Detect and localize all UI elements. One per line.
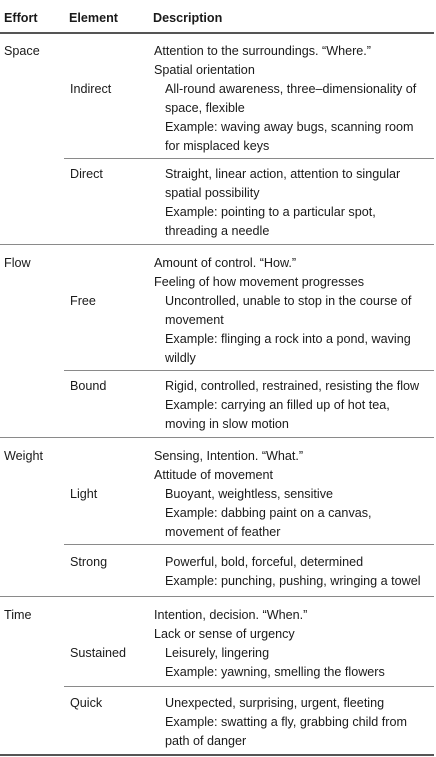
element-desc-line: Rigid, controlled, restrained, resisting the flow bbox=[165, 379, 420, 393]
header-rule bbox=[0, 32, 434, 34]
element-label: Light bbox=[70, 487, 98, 501]
element-desc-line: Example: waving away bugs, scanning room bbox=[165, 120, 414, 134]
element-desc-line: wildly bbox=[165, 351, 196, 365]
element-desc-line: Example: pointing to a particular spot, bbox=[165, 205, 376, 219]
effort-intro-line: Intention, decision. “When.” bbox=[154, 608, 308, 622]
element-label: Quick bbox=[70, 696, 103, 710]
element-label: Direct bbox=[70, 167, 103, 181]
element-rule bbox=[64, 544, 434, 545]
effort-intro-line: Spatial orientation bbox=[154, 63, 255, 77]
effort-label: Flow bbox=[4, 256, 31, 270]
effort-intro-line: Attitude of movement bbox=[154, 468, 274, 482]
element-rule bbox=[64, 686, 434, 687]
effort-intro-line: Sensing, Intention. “What.” bbox=[154, 449, 304, 463]
effort-label: Weight bbox=[4, 449, 43, 463]
element-desc-line: movement bbox=[165, 313, 224, 327]
element-desc-line: for misplaced keys bbox=[165, 139, 270, 153]
header-element: Element bbox=[69, 11, 118, 25]
effort-label: Time bbox=[4, 608, 32, 622]
element-desc-line: threading a needle bbox=[165, 224, 270, 238]
element-desc-line: Example: dabbing paint on a canvas, bbox=[165, 506, 372, 520]
effort-label: Space bbox=[4, 44, 40, 58]
element-label: Free bbox=[70, 294, 96, 308]
group-rule bbox=[0, 437, 434, 438]
element-desc-line: Example: punching, pushing, wringing a towel bbox=[165, 574, 421, 588]
element-label: Indirect bbox=[70, 82, 112, 96]
effort-intro-line: Feeling of how movement progresses bbox=[154, 275, 364, 289]
element-label: Bound bbox=[70, 379, 107, 393]
element-desc-line: moving in slow motion bbox=[165, 417, 289, 431]
effort-intro-line: Lack or sense of urgency bbox=[154, 627, 295, 641]
element-desc-line: spatial possibility bbox=[165, 186, 260, 200]
group-rule bbox=[0, 244, 434, 245]
element-desc-line: Leisurely, lingering bbox=[165, 646, 270, 660]
element-desc-line: Powerful, bold, forceful, determined bbox=[165, 555, 364, 569]
element-desc-line: path of danger bbox=[165, 734, 247, 748]
element-desc-line: Uncontrolled, unable to stop in the course of bbox=[165, 294, 412, 308]
group-rule bbox=[0, 596, 434, 597]
element-desc-line: Example: yawning, smelling the flowers bbox=[165, 665, 385, 679]
element-desc-line: Example: flinging a rock into a pond, waving bbox=[165, 332, 411, 346]
element-desc-line: Straight, linear action, attention to singular bbox=[165, 167, 401, 181]
effort-intro-line: Attention to the surroundings. “Where.” bbox=[154, 44, 372, 58]
element-desc-line: movement of feather bbox=[165, 525, 281, 539]
element-label: Sustained bbox=[70, 646, 127, 660]
element-rule bbox=[64, 158, 434, 159]
element-desc-line: Buoyant, weightless, sensitive bbox=[165, 487, 334, 501]
element-label: Strong bbox=[70, 555, 108, 569]
element-desc-line: Example: swatting a fly, grabbing child from bbox=[165, 715, 407, 729]
header-effort: Effort bbox=[4, 11, 38, 25]
element-desc-line: Example: carrying an filled up of hot tea, bbox=[165, 398, 390, 412]
header-description: Description bbox=[153, 11, 223, 25]
element-desc-line: space, flexible bbox=[165, 101, 245, 115]
element-rule bbox=[64, 370, 434, 371]
bottom-rule bbox=[0, 754, 434, 756]
element-desc-line: Unexpected, surprising, urgent, fleeting bbox=[165, 696, 385, 710]
effort-intro-line: Amount of control. “How.” bbox=[154, 256, 297, 270]
element-desc-line: All-round awareness, three–dimensionality of bbox=[165, 82, 417, 96]
